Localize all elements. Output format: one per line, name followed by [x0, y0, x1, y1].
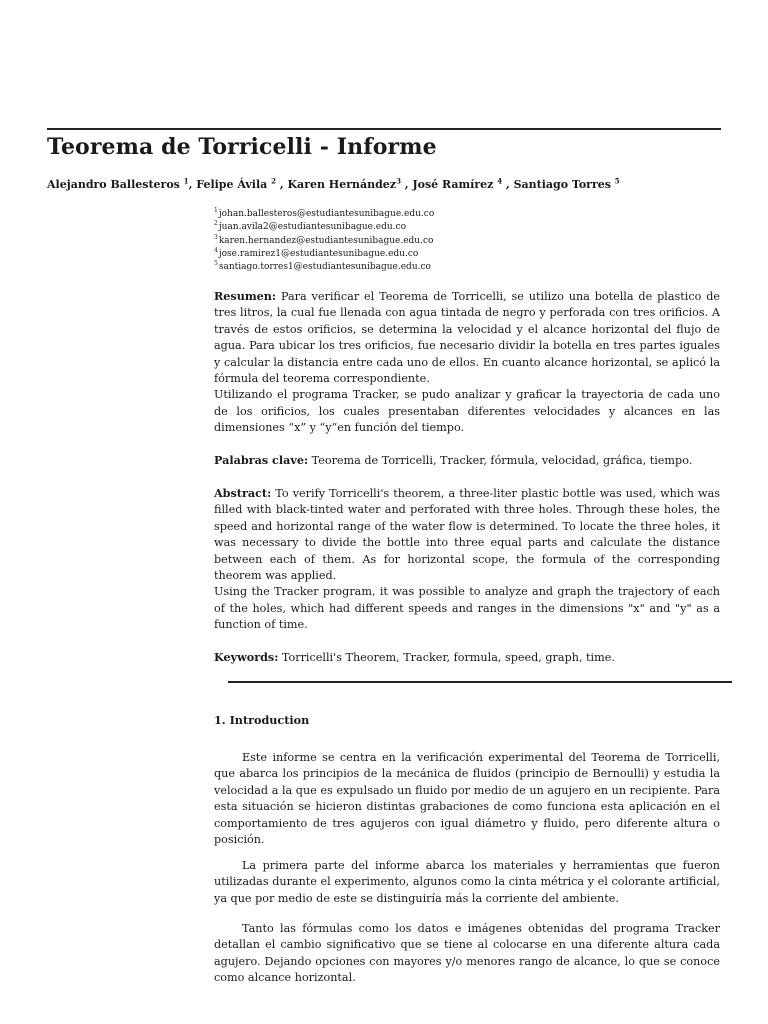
abstract-paragraph	[214, 485, 720, 584]
author-list	[47, 178, 620, 191]
email-mark: 3	[214, 233, 218, 241]
introduction-paragraph-1	[214, 750, 720, 848]
author-name: Karen Hernández	[287, 178, 397, 191]
abstract-paragraph-2: Using the Tracker program, it was possible to analyze and graph the trajectory of each of the holes, which had different speeds and ranges in the dimensions "x" and "y" as a function of time.	[214, 585, 720, 632]
author-affiliation-mark: 3	[396, 176, 401, 186]
email-mark: 1	[214, 207, 218, 214]
author-name: Santiago Torres	[513, 178, 615, 191]
intro-text-3: Tanto las fórmulas como los datos e imágenes obtenidas del programa Tracker detallan el cambio significativo que se tiene al colocarse en una diferente altura cada agujero. Dejando opciones con mayores y/o menores rango de alcance, lo que se conoce como alcance horizontal.	[214, 922, 720, 985]
introduction-paragraph-3	[214, 921, 720, 987]
email-line	[214, 235, 434, 248]
section-heading-introduction: 1. Introduction	[214, 713, 310, 727]
author-emails	[214, 208, 434, 274]
email-address[interactable]: santiago.torres1@estudiantesunibague.edu.co	[218, 262, 431, 273]
intro-text-1: Este informe se centra en la verificación experimental del Teorema de Torricelli, que abarca los principios de la mecánica de fluidos (principio de Bernoulli) y estudia la velocidad a la que es expulsado un fluido por medio de un agujero en un recipiente. Para esta situación se hicieron distintas grabaciones de como funciona esta aplicación en el comportamiento de tres agujeros con igual diámetro y fluido, pero diferente altura o posición.	[214, 751, 720, 847]
abstract-section	[214, 485, 720, 634]
email-address[interactable]: juan.avila2@estudiantesunibague.edu.co	[218, 222, 407, 233]
author-affiliation-mark: 2	[271, 176, 276, 186]
email-mark: 2	[214, 220, 218, 228]
palabras-clave-paragraph	[214, 452, 720, 469]
author-separator: ,	[188, 178, 197, 191]
keywords-section	[214, 649, 720, 666]
email-address[interactable]: karen.hernandez@estudiantesunibague.edu.co	[218, 235, 434, 246]
resumen-label: Resumen:	[214, 289, 277, 303]
email-mark: 5	[214, 260, 218, 268]
email-line	[214, 248, 434, 261]
paper-title: Teorema de Torricelli - Informe	[47, 134, 437, 160]
keywords-text: Torricelli's Theorem, Tracker, formula, speed, graph, time.	[278, 651, 615, 664]
palabras-clave-section	[214, 452, 720, 469]
email-address[interactable]: jose.ramirez1@estudiantesunibague.edu.co	[218, 248, 419, 259]
email-line	[214, 208, 434, 221]
title-top-rule	[47, 128, 721, 130]
resumen-paragraph	[214, 288, 720, 387]
author-name: Felipe Ávila	[196, 178, 272, 191]
resumen-section	[214, 288, 720, 437]
resumen-text: Para verificar el Teorema de Torricelli, se utilizo una botella de plastico de tres litros, la cual fue llenada con agua tintada de negro y perforada con tres orificios. A través de estos orificios, se determina la velocidad y el alcance horizontal del flujo de agua. Para ubicar los tres orificios, fue necesario dividir la botella en tres partes iguales y calcular la distancia entre cada uno de ellos. En cuanto alcance horizontal, se aplicó la fórmula del teorema correspondiente.	[214, 290, 720, 386]
author-affiliation-mark: 1	[183, 176, 189, 186]
email-mark: 4	[214, 246, 218, 254]
author-separator: ,	[502, 178, 514, 191]
author-affiliation-mark: 4	[497, 176, 503, 186]
author-name: José Ramírez	[412, 178, 498, 191]
author-separator: ,	[276, 178, 288, 191]
author-separator: ,	[400, 178, 413, 191]
palabras-clave-text: Teorema de Torricelli, Tracker, fórmula, velocidad, gráfica, tiempo.	[308, 454, 693, 467]
keywords-paragraph	[214, 649, 720, 666]
email-line	[214, 221, 434, 234]
abstract-text: To verify Torricelli's theorem, a three-liter plastic bottle was used, which was filled with black-tinted water and perforated with three holes. Through these holes, the speed and horizontal range of the water flow is determined. To locate the three holes, it was necessary to divide the bottle into three equal parts and calculate the distance between each of them. As for horizontal scope, the formula of the corresponding theorem was applied.	[214, 487, 720, 583]
intro-text-2: La primera parte del informe abarca los materiales y herramientas que fueron utilizadas durante el experimento, algunos como la cinta métrica y el colorante artificial, ya que por medio de este se distinguiría más la corriente del ambiente.	[214, 859, 720, 905]
keywords-label: Keywords:	[214, 650, 279, 664]
email-address[interactable]: johan.ballesteros@estudiantesunibague.edu.co	[218, 209, 435, 219]
abstract-divider	[228, 681, 732, 683]
resumen-paragraph-2: Utilizando el programa Tracker, se pudo analizar y graficar la trayectoria de cada uno de los orificios, los cuales presentaban diferentes velocidades y alcances en las dimensiones “x” y “y”en función del tiempo.	[214, 388, 720, 435]
author-name: Alejandro Ballesteros	[47, 178, 184, 191]
abstract-label: Abstract:	[214, 486, 272, 500]
email-line	[214, 261, 434, 274]
introduction-paragraph-2	[214, 858, 720, 907]
palabras-clave-label: Palabras clave:	[214, 453, 309, 467]
author-affiliation-mark: 5	[614, 176, 620, 186]
